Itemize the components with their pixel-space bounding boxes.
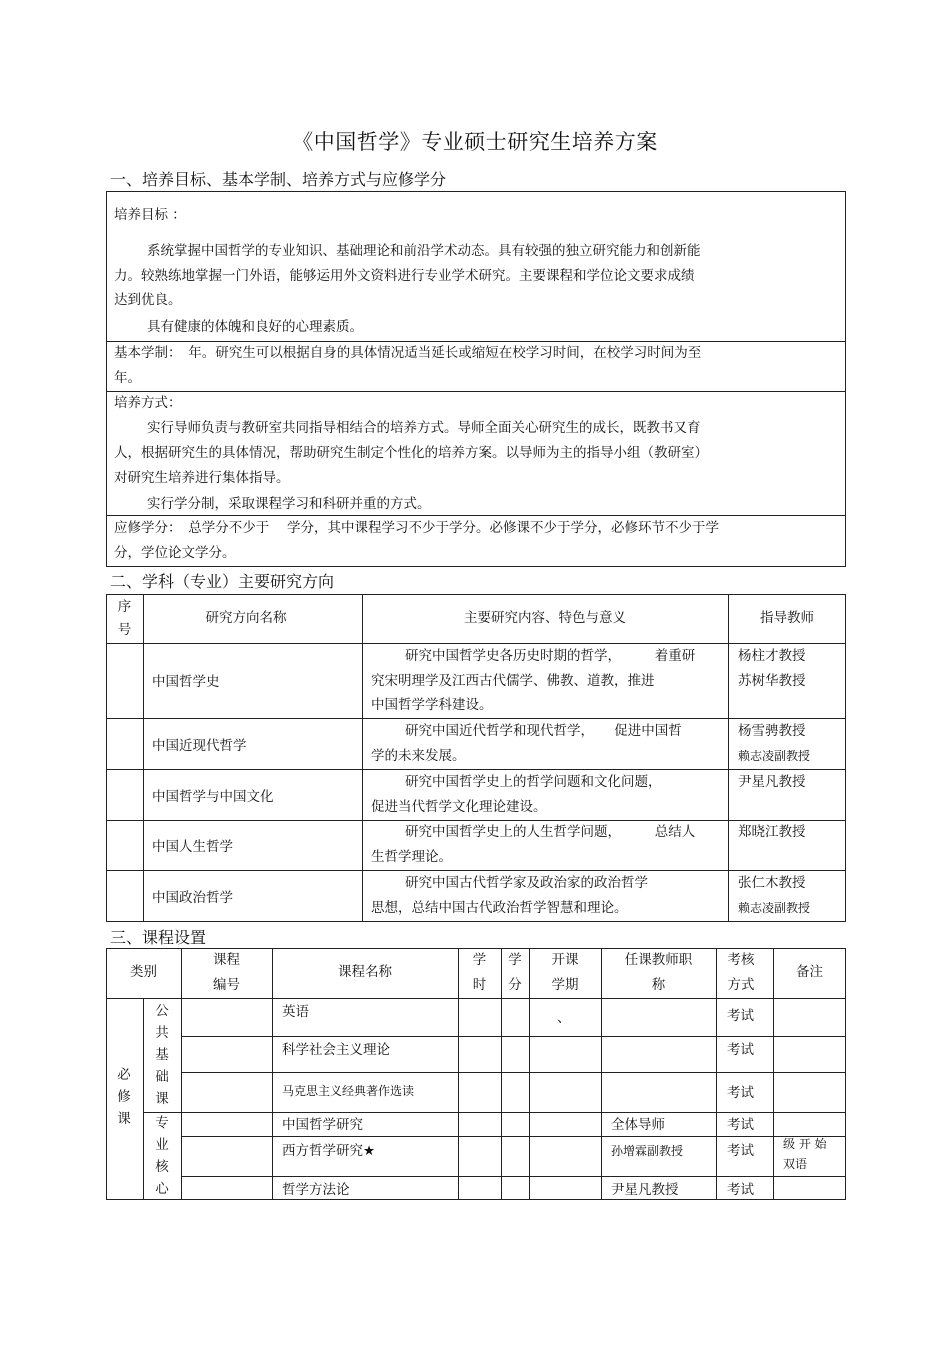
goal-text-line: 力。较熟练地掌握一门外语，能够运用外文资料进行专业学术研究。主要课程和学位论文要求成绩 [114, 268, 695, 284]
header-code: 编号 [213, 977, 240, 993]
method-text: 实行导师负责与教研室共同指导相结合的培养方式。导师全面关心研究生的成长，既教书又育 [147, 420, 701, 436]
advisor: 郑晓江教授 [738, 824, 806, 840]
direction-content: 研究中国近代哲学和现代哲学， 促进中国哲 [405, 723, 682, 739]
section3-heading: 三、课程设置 [110, 928, 207, 947]
header-note: 备注 [796, 964, 823, 980]
method-text: 对研究生培养进行集体指导。 [114, 470, 290, 486]
header-term: 学期 [551, 977, 579, 993]
header-category: 类别 [130, 964, 157, 980]
header-code: 课程 [213, 952, 240, 968]
direction-content: 学的未来发展。 [371, 748, 466, 764]
header-no: 号 [117, 622, 132, 638]
advisor: 苏树华教授 [738, 673, 806, 689]
subgroup-public-label: 公 共 基 础 课 [155, 1003, 169, 1107]
header-teacher: 任课教师职 [624, 952, 693, 968]
duration-text: 年。 [114, 370, 141, 386]
goal-text-line: 达到优良。 [114, 292, 182, 308]
credits-text: 应修学分： 总学分不少于 学分，其中课程学习不少于学分。必修课不少于学分，必修环节不少于学 [114, 520, 720, 536]
subgroup-core-label: 专 业 核 心 [155, 1115, 169, 1197]
method-text: 实行学分制，采取课程学习和科研并重的方式。 [147, 496, 431, 512]
direction-content: 研究中国哲学史上的人生哲学问题， 总结人 [405, 824, 696, 840]
course-term: 、 [557, 1010, 571, 1026]
direction-name: 中国人生哲学 [152, 839, 233, 855]
course-note: 级 开 始 [783, 1137, 827, 1151]
direction-name: 中国哲学史 [152, 674, 220, 690]
header-assessment: 方式 [727, 977, 755, 993]
advisor: 杨柱才教授 [738, 648, 806, 664]
goal-text-line: 具有健康的体魄和良好的心理素质。 [147, 319, 363, 335]
course-name: 科学社会主义理论 [282, 1042, 390, 1058]
divider [106, 391, 846, 392]
direction-content: 中国哲学学科建设。 [371, 697, 493, 713]
page-title: 《中国哲学》专业硕士研究生培养方案 [292, 130, 658, 154]
goal-label: 培养目标 ： [114, 207, 186, 223]
group-required-label: 必 修 课 [117, 1067, 131, 1127]
header-credit: 分 [508, 977, 522, 993]
advisor: 尹星凡教授 [738, 774, 806, 790]
header-teacher: 称 [651, 977, 666, 993]
credits-text: 分，学位论文学分。 [114, 545, 236, 561]
direction-content: 究宋明理学及江西古代儒学、佛教、道教，推进 [371, 673, 655, 689]
direction-content: 生哲学理论。 [371, 849, 452, 865]
direction-content: 研究中国哲学史上的哲学问题和文化问题， [405, 774, 662, 790]
course-assessment: 考试 [727, 1143, 754, 1159]
duration-text: 基本学制： 年。研究生可以根据自身的具体情况适当延长或缩短在校学习时间，在校学习时间为至 [114, 345, 702, 361]
header-course-name: 课程名称 [338, 964, 392, 980]
course-assessment: 考试 [727, 1085, 754, 1101]
course-name: 哲学方法论 [282, 1182, 350, 1198]
header-direction-name: 研究方向名称 [205, 610, 287, 626]
header-hours: 学 [472, 952, 487, 968]
direction-content: 研究中国哲学史各历史时期的哲学， 着重研 [405, 648, 696, 664]
direction-content: 研究中国古代哲学家及政治家的政治哲学 [405, 875, 648, 891]
goal-text-line: 系统掌握中国哲学的专业知识、基础理论和前沿学术动态。具有较强的独立研究能力和创新能 [147, 243, 701, 259]
course-assessment: 考试 [727, 1117, 754, 1133]
header-advisor: 指导教师 [760, 610, 814, 626]
section1-heading: 一、培养目标、基本学制、培养方式与应修学分 [110, 170, 447, 189]
direction-name: 中国政治哲学 [152, 890, 233, 906]
header-content: 主要研究内容、特色与意义 [464, 610, 626, 626]
header-credit: 学 [508, 952, 522, 968]
header-no: 序 [117, 599, 132, 615]
direction-name: 中国近现代哲学 [152, 738, 247, 754]
course-assessment: 考试 [727, 1042, 754, 1058]
course-assessment: 考试 [727, 1008, 754, 1024]
course-teacher: 孙增霖副教授 [611, 1144, 684, 1158]
direction-content: 思想，总结中国古代政治哲学智慧和理论。 [371, 900, 628, 916]
course-assessment: 考试 [727, 1182, 754, 1198]
method-text: 人，根据研究生的具体情况，帮助研究生制定个性化的培养方案。以导师为主的指导小组（教研室） [114, 445, 708, 461]
course-name: 英语 [282, 1004, 309, 1020]
course-name: 中国哲学研究 [282, 1117, 363, 1133]
course-teacher: 全体导师 [611, 1117, 665, 1133]
direction-content: 促进当代哲学文化理论建设。 [371, 799, 547, 815]
advisor: 张仁木教授 [738, 875, 806, 891]
course-name: 西方哲学研究★ [282, 1143, 376, 1159]
course-teacher: 尹星凡教授 [611, 1182, 679, 1198]
header-assessment: 考核 [727, 952, 755, 968]
method-label: 培养方式： [114, 395, 182, 411]
section2-heading: 二、学科（专业）主要研究方向 [110, 572, 335, 591]
header-hours: 时 [472, 977, 487, 993]
course-note: 双语 [783, 1157, 808, 1171]
advisor: 赖志凌副教授 [738, 901, 811, 915]
advisor: 杨雪骋教授 [738, 723, 806, 739]
course-name: 马克思主义经典著作选读 [282, 1084, 415, 1098]
direction-name: 中国哲学与中国文化 [152, 789, 274, 805]
advisor: 赖志凌副教授 [738, 749, 811, 763]
header-term: 开课 [551, 952, 579, 968]
